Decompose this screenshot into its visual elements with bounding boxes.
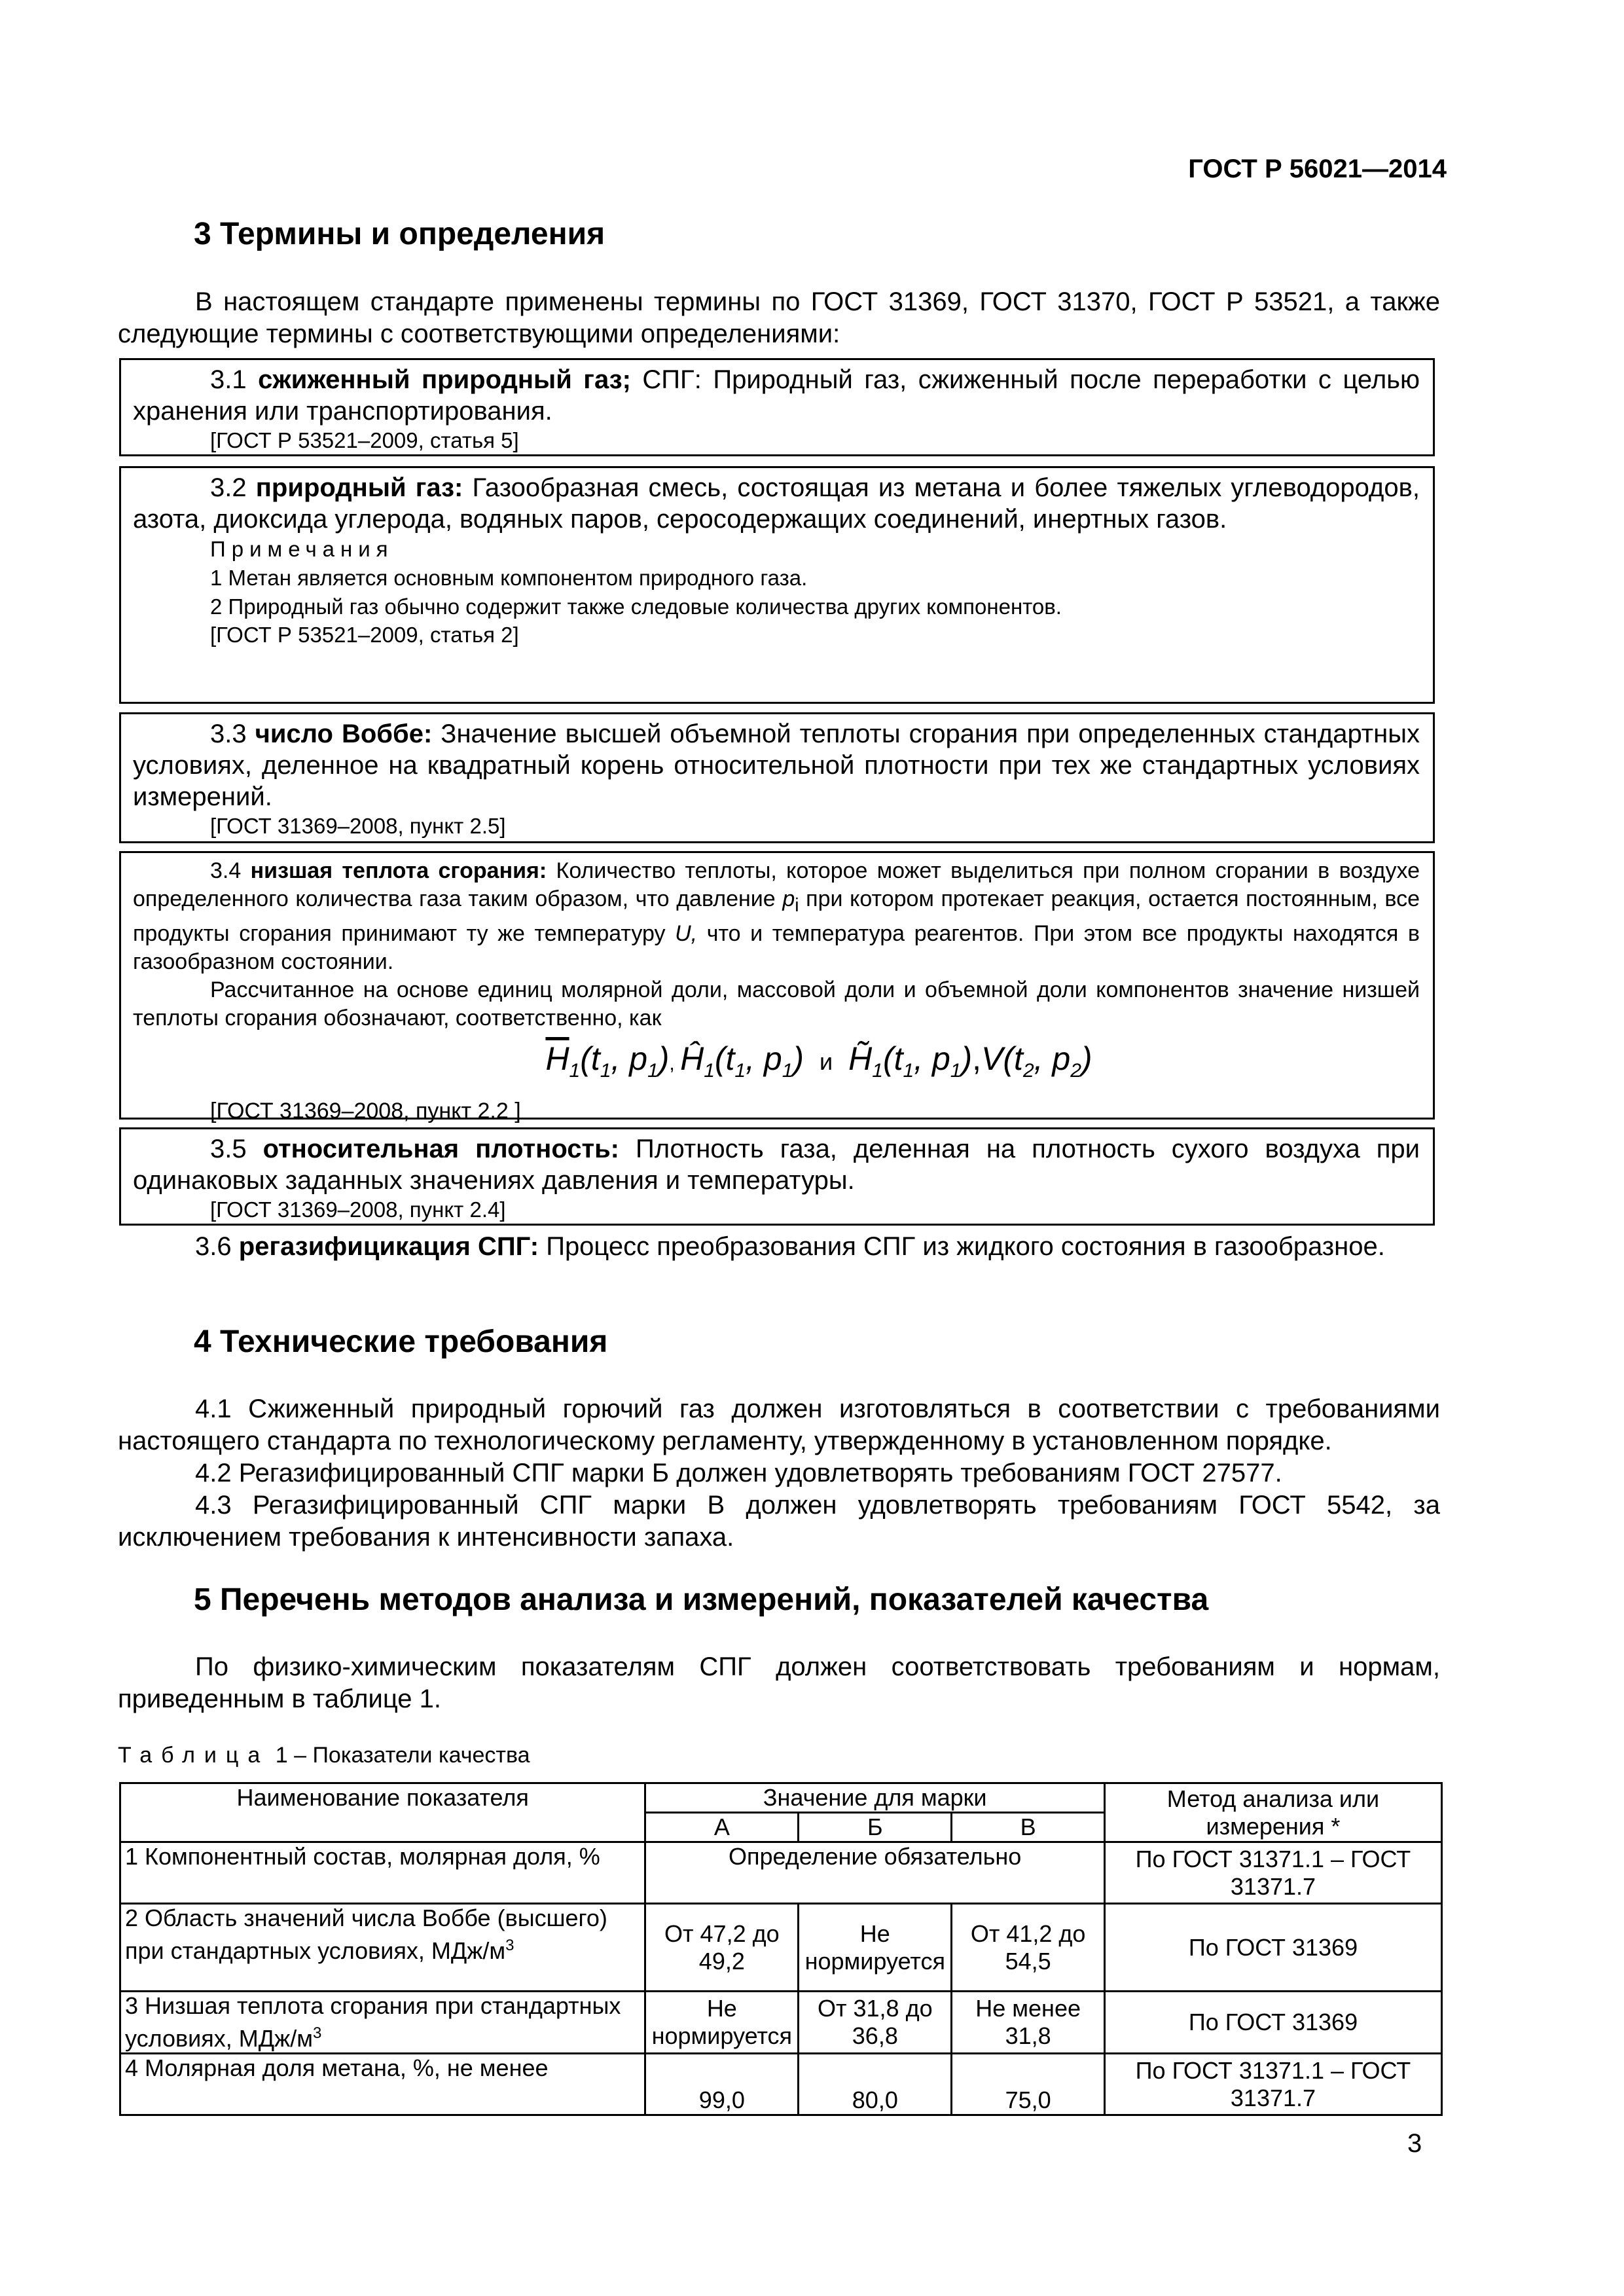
term-source: [ГОСТ 31369–2008, пункт 2.5] xyxy=(210,814,506,838)
header-value: Значение для марки xyxy=(645,1783,1105,1813)
header-grade-a: А xyxy=(645,1813,799,1842)
section-3-title: 3 Термины и определения xyxy=(194,217,605,251)
table-header-row xyxy=(120,1783,1442,1813)
note-1: 1 Метан является основным компонентом природного газа. xyxy=(210,566,808,590)
section-4-title: 4 Технические требования xyxy=(194,1324,608,1359)
term-box-3-2: 3.2 природный газ: Газообразная смесь, состоящая из метана и более тяжелых углеводородов, азота, диоксида углерода, водяных паров, серосодержащих соединений, инертных газов. Примечания 1 Метан является основным компонентом природного газа. 2 Природный газ обычно содержит также следовые количества других компонентов. [ГОСТ Р 53521–2009, статья 2] xyxy=(119,466,1435,704)
header-grade-b: Б xyxy=(799,1813,952,1842)
term-box-3-4: 3.4 низшая теплота сгорания: Количество теплоты, которое может выделиться при полном сгорании в воздухе определенного количества газа таким образом, что давление $p_i$ при котором протекает реакция, остается постоянным, все продукты сгорания принимают ту же температуру U, что и температура реагентов. При этом все продукты находятся в газообразном состоянии. Рассчитанное на основе единиц молярной доли, массовой доли и объемной доли компонентов значение низшей теплоты сгорания обозначают, соответственно, как $\overline{H}_1(t_1$, $p_1$), $Ĥ_1(t_1$, $p_1$) и $H̃_1(t_1$, $p_1),V(t_2$, $p_2$) [ГОСТ 31369–2008, пункт 2.2 ] xyxy=(119,851,1435,1120)
quality-table xyxy=(119,1782,1443,2116)
term-box-3-5: 3.5 относительная плотность: Плотность газа, деленная на плотность сухого воздуха при одинаковых заданных значениях давления и температуры. [ГОСТ 31369–2008, пункт 2.4] xyxy=(119,1127,1435,1226)
document-code: ГОСТ Р 56021—2014 xyxy=(1188,155,1447,183)
term-3-6: 3.6 регазифицикация СПГ: Процесс преобразования СПГ из жидкого состояния в газообразное. xyxy=(195,1232,1385,1261)
section-3-intro: В настоящем стандарте применены термины по ГОСТ 31369, ГОСТ 31370, ГОСТ Р 53521, а также следующие термины с соответствующими определениями: xyxy=(118,287,1440,348)
section-4-para-2: 4.2 Регазифицированный СПГ марки Б должен удовлетворять требованиям ГОСТ 27577. xyxy=(195,1459,1282,1487)
term-box-3-3: 3.3 число Воббе: Значение высшей объемной теплоты сгорания при определенных стандартных условиях, деленное на квадратный корень относительной плотности при тех же стандартных условиях измерений. [ГОСТ 31369–2008, пункт 2.5] xyxy=(119,712,1435,843)
section-4-para-1: 4.1 Сжиженный природный горючий газ должен изготовляться в соответствии с требованиями настоящего стандарта по технологическому регламенту, утвержденному в установленном порядке. xyxy=(118,1394,1440,1455)
note-2: 2 Природный газ обычно содержит также следовые количества других компонентов. xyxy=(210,594,1062,619)
header-grade-v: В xyxy=(952,1813,1105,1842)
table-row: 2 Область значений числа Воббе (высшего) при стандартных условиях, МДж/$м^3$ От 47,2 до 49,2 Не нормируется От 41,2 до 54,5 По ГОСТ 31369 xyxy=(120,1904,1442,1992)
term-source: [ГОСТ 31369–2008, пункт 2.2 ] xyxy=(210,1098,521,1123)
notes-heading: Примечания xyxy=(210,537,394,561)
term-source: [ГОСТ Р 53521–2009, статья 2] xyxy=(210,623,519,647)
table-caption: Таблица 1 – Показатели качества xyxy=(118,1743,530,1768)
table-row: 4 Молярная доля метана, %, не менее 99,0 80,0 75,0 По ГОСТ 31371.1 – ГОСТ 31371.7 xyxy=(120,2054,1442,2115)
header-method: Метод анализа или измерения * xyxy=(1104,1783,1441,1842)
table-row: 1 Компонентный состав, молярная доля, % Определение обязательно По ГОСТ 31371.1 – ГОСТ 31371.7 xyxy=(120,1842,1442,1904)
table-row: 3 Низшая теплота сгорания при стандартных условиях, МДж/$м^3$ Не нормируется От 31,8 до 36,8 Не менее 31,8 По ГОСТ 31369 xyxy=(120,1992,1442,2054)
section-5-title: 5 Перечень методов анализа и измерений, показателей качества xyxy=(194,1582,1209,1617)
term-box-3-1: 3.1 сжиженный природный газ; СПГ: Природный газ, сжиженный после переработки с целью хранения или транспортирования. [ГОСТ Р 53521–2009, статья 5] xyxy=(119,358,1435,456)
page-number: 3 xyxy=(1407,2129,1422,2158)
term-source: [ГОСТ Р 53521–2009, статья 5] xyxy=(210,428,519,452)
term-source: [ГОСТ 31369–2008, пункт 2.4] xyxy=(210,1197,506,1222)
header-name: Наименование показателя xyxy=(120,1783,645,1842)
section-4-para-3: 4.3 Регазифицированный СПГ марки В должен удовлетворять требованиям ГОСТ 5542, за исключением требования к интенсивности запаха. xyxy=(118,1491,1440,1552)
heating-value-formula: $\overline{H}_1(t_1$, $p_1$), $Ĥ_1(t_1$, $p_1$) и $H̃_1(t_1$, $p_1),V(t_2$, $p_2$) xyxy=(545,1040,1092,1082)
section-5-para-1: По физико-химическим показателям СПГ должен соответствовать требованиям и нормам, приведенным в таблице 1. xyxy=(118,1652,1440,1713)
